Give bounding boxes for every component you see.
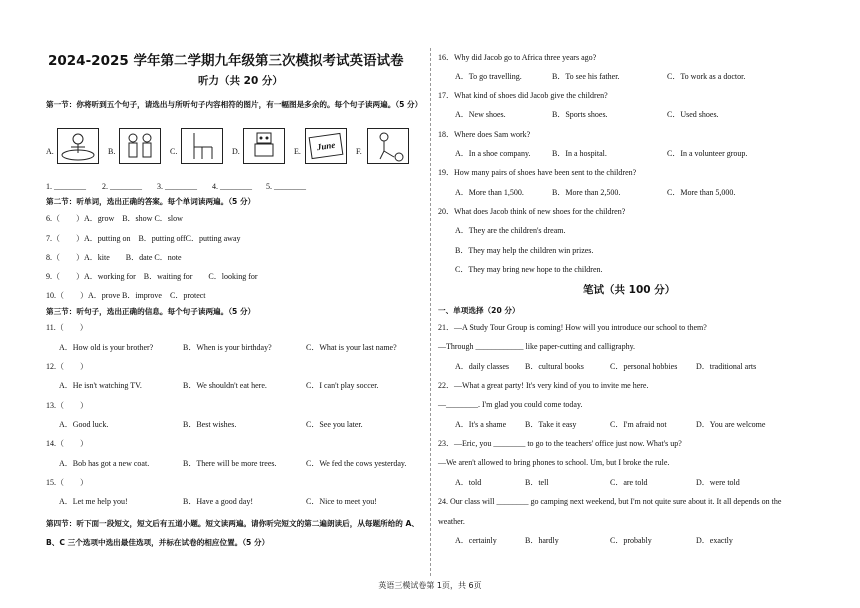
- pic-label-b: B.: [108, 147, 116, 156]
- picture-d: [243, 128, 285, 164]
- q12-option-a[interactable]: A．He isn't watching TV.: [59, 381, 142, 390]
- q16-option-a[interactable]: A．To go travelling.: [455, 72, 522, 81]
- q21-option-b[interactable]: B．cultural books: [525, 362, 584, 371]
- q14-option-c[interactable]: C．We fed the cows yesterday.: [306, 459, 407, 468]
- page-footer: 英语三模试卷第 1页，共 6页: [378, 581, 482, 590]
- q22-option-d[interactable]: D．You are welcome: [696, 420, 766, 429]
- question-17: 17．What kind of shoes did Jacob give the children?: [438, 91, 608, 100]
- question-24-continued: weather.: [438, 517, 465, 526]
- part1-heading: 一、单项选择（20 分）: [438, 306, 520, 315]
- picture-f: [367, 128, 409, 164]
- answer-blank-4[interactable]: 4. ________: [212, 182, 252, 191]
- q20-option-c[interactable]: C．They may bring new hope to the children.: [455, 265, 603, 274]
- question-15: 15.（ ）: [46, 478, 88, 487]
- q22-option-b[interactable]: B．Take it easy: [525, 420, 577, 429]
- q19-option-a[interactable]: A．More than 1,500.: [455, 188, 524, 197]
- picture-a: [57, 128, 99, 164]
- q22-option-a[interactable]: A．It's a shame: [455, 420, 507, 429]
- q24-option-b[interactable]: B．hardly: [525, 536, 559, 545]
- q23-option-b[interactable]: B．tell: [525, 478, 549, 487]
- column-divider: [430, 48, 431, 576]
- answer-blank-5[interactable]: 5. ________: [266, 182, 306, 191]
- q15-option-a[interactable]: A．Let me help you!: [59, 497, 128, 506]
- q18-option-a[interactable]: A．In a shoe company.: [455, 149, 531, 158]
- q21-option-c[interactable]: C．personal hobbies: [610, 362, 678, 371]
- q19-option-b[interactable]: B．More than 2,500.: [552, 188, 621, 197]
- pic-label-f: F.: [356, 147, 362, 156]
- question-7: 7.（ ）A．putting on B．putting offC．putting away: [46, 234, 241, 243]
- question-6: 6.（ ）A．grow B．show C．slow: [46, 214, 183, 223]
- question-20: 20．What does Jacob think of new shoes for the children?: [438, 207, 626, 216]
- two-children-icon: [120, 129, 160, 163]
- q22-option-c[interactable]: C．I'm afraid not: [610, 420, 667, 429]
- pic-label-d: D.: [232, 147, 240, 156]
- pic-label-c: C.: [170, 147, 178, 156]
- question-14: 14.（ ）: [46, 439, 88, 448]
- q17-option-c[interactable]: C．Used shoes.: [667, 110, 719, 119]
- question-23: 23．—Eric, you ________ to go to the teachers' office just now. What's up?: [438, 439, 682, 448]
- question-21: 21．—A Study Tour Group is coming! How will you introduce our school to them?: [438, 323, 707, 332]
- q15-option-b[interactable]: B．Have a good day!: [183, 497, 253, 506]
- question-8: 8.（ ）A．kite B．date C．note: [46, 253, 182, 262]
- question-18: 18．Where does Sam work?: [438, 130, 531, 139]
- listening-title: 听力（共 20 分）: [198, 75, 283, 87]
- q11-option-c[interactable]: C．What is your last name?: [306, 343, 397, 352]
- q16-option-b[interactable]: B．To see his father.: [552, 72, 620, 81]
- question-23-reply: —We aren't allowed to bring phones to school. Um, but I broke the rule.: [438, 458, 670, 467]
- section1-instruction: 第一节：你将听到五个句子，请选出与所听句子内容相符的图片，有一幅图是多余的。每个句子读两遍。（5 分）: [46, 100, 423, 109]
- section2-instruction: 第二节：听单词，选出正确的答案。每个单词读两遍。（5 分）: [46, 197, 256, 206]
- q14-option-a[interactable]: A．Bob has got a new coat.: [59, 459, 150, 468]
- q21-option-d[interactable]: D．traditional arts: [696, 362, 757, 371]
- question-22-reply: —________. I'm glad you could come today.: [438, 400, 583, 409]
- q12-option-b[interactable]: B．We shouldn't eat here.: [183, 381, 267, 390]
- boy-in-tub-icon: [58, 129, 98, 163]
- q11-option-b[interactable]: B．When is your birthday?: [183, 343, 272, 352]
- q21-option-a[interactable]: A．daily classes: [455, 362, 509, 371]
- q18-option-c[interactable]: C．In a volunteer group.: [667, 149, 748, 158]
- chair-icon: [182, 129, 222, 163]
- picture-c: [181, 128, 223, 164]
- q14-option-b[interactable]: B．There will be more trees.: [183, 459, 277, 468]
- q23-option-d[interactable]: D．were told: [696, 478, 740, 487]
- q19-option-c[interactable]: C．More than 5,000.: [667, 188, 736, 197]
- q23-option-c[interactable]: C．are told: [610, 478, 648, 487]
- question-13: 13.（ ）: [46, 401, 88, 410]
- q18-option-b[interactable]: B．In a hospital.: [552, 149, 607, 158]
- answer-blank-2[interactable]: 2. ________: [102, 182, 142, 191]
- picture-e: [305, 128, 347, 164]
- q15-option-c[interactable]: C．Nice to meet you!: [306, 497, 377, 506]
- q20-option-a[interactable]: A．They are the children's dream.: [455, 226, 566, 235]
- question-9: 9.（ ）A．working for B．waiting for C．looking for: [46, 272, 258, 281]
- q24-option-a[interactable]: A．certainly: [455, 536, 497, 545]
- answer-blank-1[interactable]: 1. ________: [46, 182, 86, 191]
- section3-instruction: 第三节：听句子，选出正确的信息。每个句子读两遍。（5 分）: [46, 307, 256, 316]
- question-19: 19．How many pairs of shoes have been sent to the children?: [438, 168, 637, 177]
- q17-option-a[interactable]: A．New shoes.: [455, 110, 506, 119]
- question-22: 22．—What a great party! It's very kind of you to invite me here.: [438, 381, 649, 390]
- answer-blank-3[interactable]: 3. ________: [157, 182, 197, 191]
- q11-option-a[interactable]: A．How old is your brother?: [59, 343, 154, 352]
- pic-label-e: E.: [294, 147, 301, 156]
- robot-icon: [244, 129, 284, 163]
- q24-option-d[interactable]: D．exactly: [696, 536, 733, 545]
- q12-option-c[interactable]: C．I can't play soccer.: [306, 381, 379, 390]
- q20-option-b[interactable]: B．They may help the children win prizes.: [455, 246, 594, 255]
- q24-option-c[interactable]: C．probably: [610, 536, 652, 545]
- pic-label-a: A.: [46, 147, 54, 156]
- question-10: 10.（ ）A．prove B．improve C．protect: [46, 291, 206, 300]
- q13-option-c[interactable]: C．See you later.: [306, 420, 363, 429]
- exam-title: 2024-2025 学年第二学期九年级第三次模拟考试英语试卷: [48, 53, 404, 69]
- question-24: 24. Our class will ________ go camping next weekend, but I'm not quite sure about it. It all depends on the: [438, 497, 782, 506]
- writing-title: 笔试（共 100 分）: [583, 284, 676, 296]
- q16-option-c[interactable]: C．To work as a doctor.: [667, 72, 746, 81]
- section4-instruction: 第四节：听下面一段短文，短文后有五道小题。短文读两遍。请你听完短文的第二遍朗读后，从每题所给的 A、B、C 三个选项中选出最佳选项，并标在试卷的相应位置。（5 分）: [46, 519, 420, 547]
- question-16: 16．Why did Jacob go to Africa three years ago?: [438, 53, 597, 62]
- picture-b: [119, 128, 161, 164]
- q13-option-a[interactable]: A．Good luck.: [59, 420, 109, 429]
- question-11: 11.（ ）: [46, 323, 88, 332]
- q13-option-b[interactable]: B．Best wishes.: [183, 420, 237, 429]
- question-12: 12.（ ）: [46, 362, 88, 371]
- q17-option-b[interactable]: B．Sports shoes.: [552, 110, 608, 119]
- q23-option-a[interactable]: A．told: [455, 478, 482, 487]
- question-21-reply: —Through ____________ like paper-cutting and calligraphy.: [438, 342, 636, 351]
- boy-kicking-ball-icon: [368, 129, 408, 163]
- calendar-june-icon: June: [309, 133, 344, 159]
